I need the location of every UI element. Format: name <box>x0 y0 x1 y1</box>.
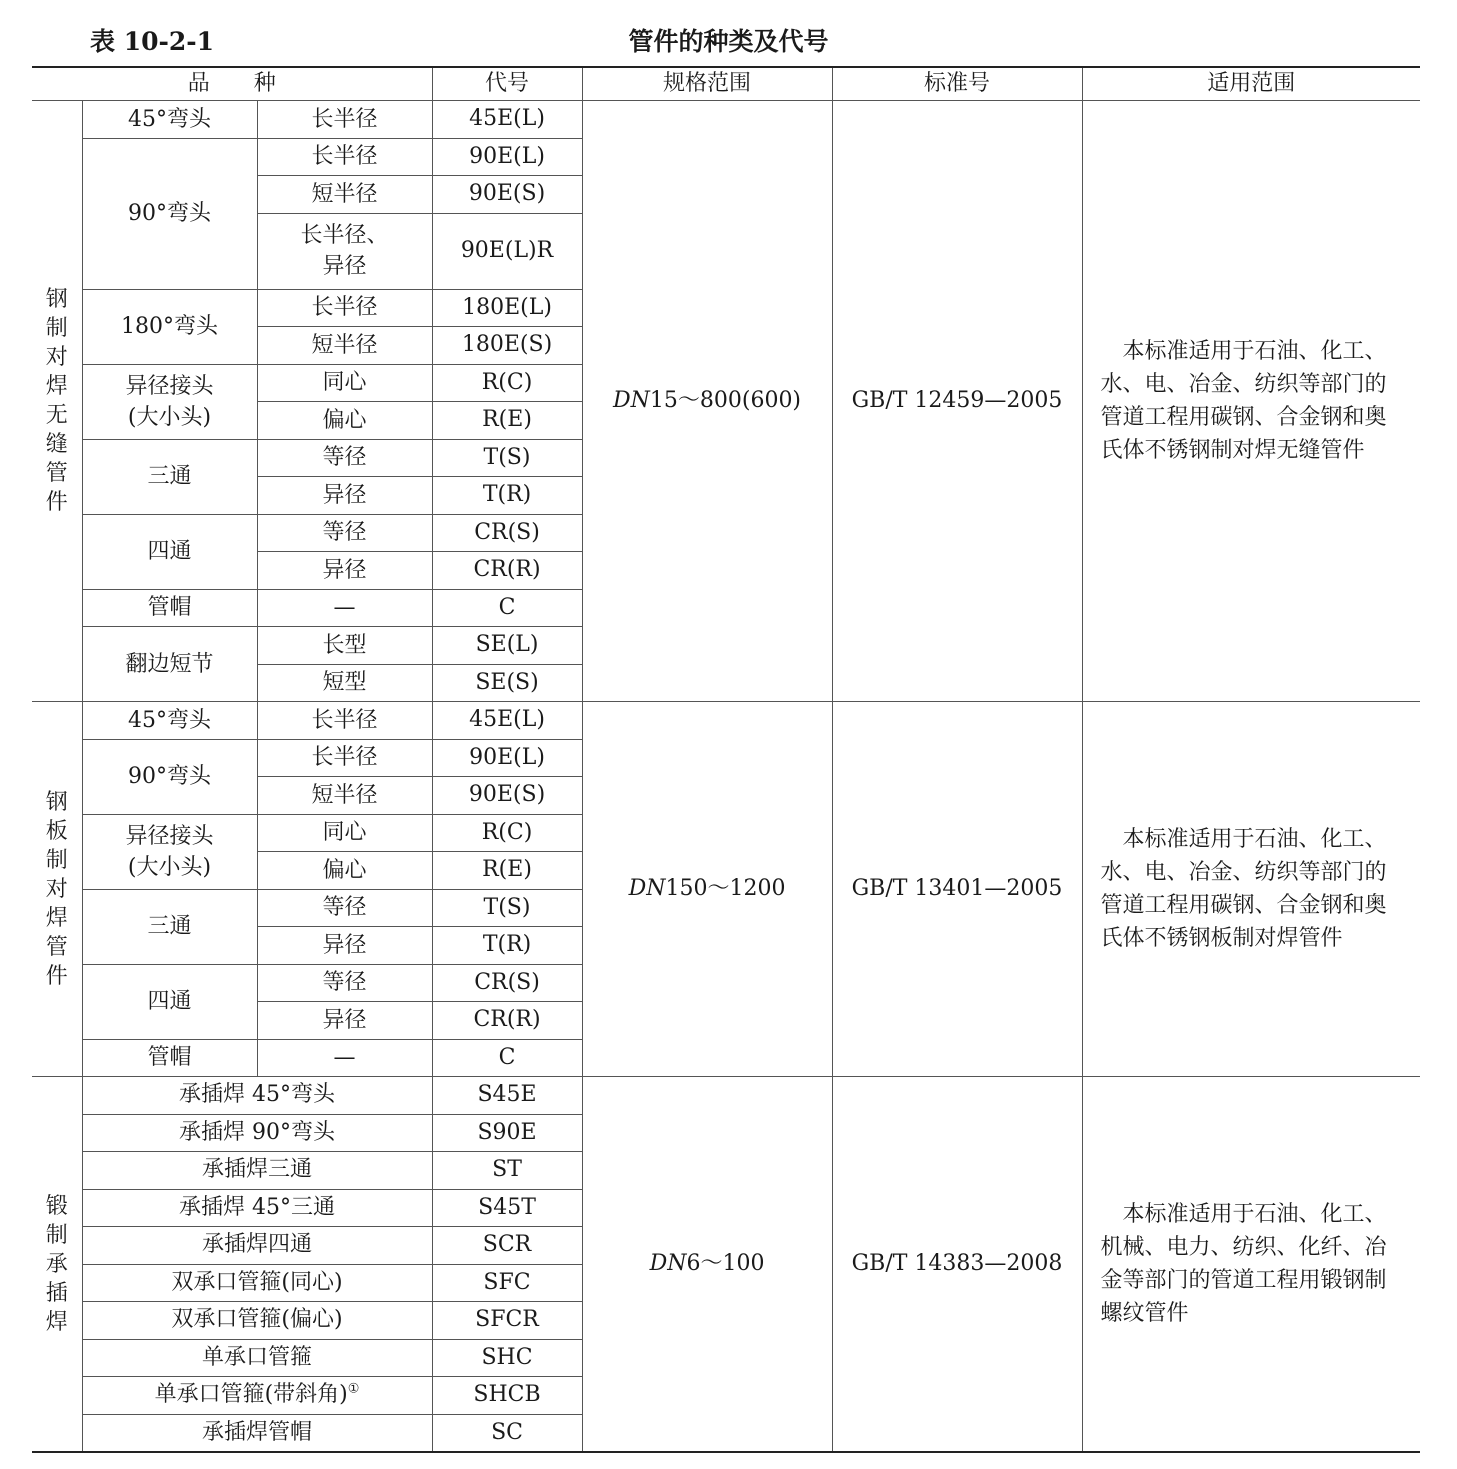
fitting-subtype: 短型 <box>257 664 432 702</box>
spec-range: DN150～1200 <box>582 702 832 1077</box>
fitting-name-text: 双承口管箍(同心) <box>171 1269 343 1295</box>
fitting-type: 45°弯头 <box>82 702 257 740</box>
fitting-code: 90E(L) <box>432 739 582 777</box>
fitting-type: 异径接头 (大小头) <box>82 814 257 889</box>
fitting-subtype: 同心 <box>257 364 432 402</box>
fitting-name-text: 承插焊三通 <box>202 1157 313 1183</box>
pipe-fittings-table <box>32 66 1420 1453</box>
standard-number: GB/T 14383—2008 <box>832 1077 1082 1453</box>
fitting-code: 90E(L) <box>432 138 582 176</box>
table-number: 表 10-2-1 <box>90 27 215 56</box>
group-label: 锻 制 承 插 焊 <box>32 1077 82 1453</box>
fitting-subtype: 异径 <box>257 552 432 590</box>
fitting-code: SE(S) <box>432 664 582 702</box>
fitting-type: 90°弯头 <box>82 138 257 289</box>
fitting-code: 45E(L) <box>432 702 582 740</box>
fitting-code: 45E(L) <box>432 101 582 139</box>
dn-prefix: DN <box>649 1251 687 1276</box>
fitting-name <box>82 1227 432 1265</box>
fitting-name <box>82 1114 432 1152</box>
fitting-code: ST <box>432 1152 582 1190</box>
fitting-code: CR(R) <box>432 1002 582 1040</box>
fitting-code: 90E(L)R <box>432 213 582 289</box>
fitting-type: 三通 <box>82 889 257 964</box>
header-scope: 适用范围 <box>1082 67 1420 101</box>
fitting-code: S90E <box>432 1114 582 1152</box>
fitting-code: CR(S) <box>432 964 582 1002</box>
fitting-type: 管帽 <box>82 1039 257 1077</box>
table-row <box>32 1077 1420 1115</box>
table-title: 管件的种类及代号 <box>628 27 829 56</box>
fitting-name <box>82 1152 432 1190</box>
fitting-code: 90E(S) <box>432 176 582 214</box>
header-row <box>32 67 1420 101</box>
standard-number: GB/T 13401—2005 <box>832 702 1082 1077</box>
fitting-name <box>82 1414 432 1452</box>
header-spec: 规格范围 <box>582 67 832 101</box>
fitting-type: 45°弯头 <box>82 101 257 139</box>
fitting-code: T(S) <box>432 439 582 477</box>
fitting-code: R(C) <box>432 364 582 402</box>
fitting-code: SCR <box>432 1227 582 1265</box>
fitting-subtype: 异径 <box>257 477 432 515</box>
fitting-code: T(R) <box>432 927 582 965</box>
fitting-code: CR(R) <box>432 552 582 590</box>
fitting-code: SHC <box>432 1339 582 1377</box>
fitting-code: SC <box>432 1414 582 1452</box>
spec-range: DN6～100 <box>582 1077 832 1453</box>
fitting-code: SHCB <box>432 1377 582 1415</box>
fitting-code: R(C) <box>432 814 582 852</box>
fitting-code: S45T <box>432 1189 582 1227</box>
fitting-type: 四通 <box>82 964 257 1039</box>
fitting-subtype: 等径 <box>257 964 432 1002</box>
table-row <box>32 101 1420 139</box>
fitting-subtype: 长半径 <box>257 289 432 327</box>
table-row <box>32 702 1420 740</box>
fitting-name-text: 承插焊 90°弯头 <box>179 1119 335 1145</box>
standard-number: GB/T 12459—2005 <box>832 101 1082 702</box>
header-standard: 标准号 <box>832 67 1082 101</box>
group-label: 钢 制 对 焊 无 缝 管 件 <box>32 101 82 702</box>
dn-prefix: DN <box>612 388 650 413</box>
fitting-subtype: 同心 <box>257 814 432 852</box>
fitting-subtype: 偏心 <box>257 402 432 440</box>
fitting-subtype: 偏心 <box>257 852 432 890</box>
fitting-name <box>82 1264 432 1302</box>
fitting-name-text: 承插焊 45°三通 <box>179 1194 335 1220</box>
fitting-type: 翻边短节 <box>82 627 257 702</box>
fitting-name <box>82 1339 432 1377</box>
fitting-type: 180°弯头 <box>82 289 257 364</box>
fitting-type: 异径接头 (大小头) <box>82 364 257 439</box>
fitting-subtype: 长半径 <box>257 138 432 176</box>
fitting-code: SE(L) <box>432 627 582 665</box>
fitting-subtype: 短半径 <box>257 327 432 365</box>
fitting-name-text: 承插焊四通 <box>202 1232 313 1258</box>
fitting-name-text: 单承口管箍(带斜角) <box>154 1382 348 1408</box>
fitting-subtype: — <box>257 1039 432 1077</box>
fitting-subtype: 等径 <box>257 889 432 927</box>
fitting-type: 三通 <box>82 439 257 514</box>
fitting-type: 管帽 <box>82 589 257 627</box>
fitting-code: SFC <box>432 1264 582 1302</box>
fitting-subtype: 长半径 <box>257 739 432 777</box>
fitting-code: CR(S) <box>432 514 582 552</box>
header-variety: 品 种 <box>32 67 432 101</box>
footnote-marker: ① <box>347 1381 360 1397</box>
fitting-code: T(R) <box>432 477 582 515</box>
fitting-name-text: 单承口管箍 <box>202 1344 313 1370</box>
fitting-subtype: 异径 <box>257 927 432 965</box>
fitting-subtype: 长半径 <box>257 101 432 139</box>
fitting-code: SFCR <box>432 1302 582 1340</box>
fitting-subtype: 长半径 <box>257 702 432 740</box>
fitting-subtype: 长半径、 异径 <box>257 213 432 289</box>
fitting-type: 90°弯头 <box>82 739 257 814</box>
fitting-type: 四通 <box>82 514 257 589</box>
scope-text: 本标准适用于石油、化工、机械、电力、纺织、化纤、冶金等部门的管道工程用锻钢制螺纹管件 <box>1082 1077 1420 1453</box>
fitting-code: S45E <box>432 1077 582 1115</box>
fitting-code: 90E(S) <box>432 777 582 815</box>
fitting-subtype: 短半径 <box>257 176 432 214</box>
fitting-code: 180E(S) <box>432 327 582 365</box>
fitting-code: R(E) <box>432 402 582 440</box>
fitting-name <box>82 1189 432 1227</box>
dn-prefix: DN <box>628 876 666 901</box>
fitting-subtype: 异径 <box>257 1002 432 1040</box>
fitting-code: 180E(L) <box>432 289 582 327</box>
group-label: 钢 板 制 对 焊 管 件 <box>32 702 82 1077</box>
spec-range: DN15～800(600) <box>582 101 832 702</box>
scope-text: 本标准适用于石油、化工、水、电、冶金、纺织等部门的管道工程用碳钢、合金钢和奥氏体不锈钢板制对焊管件 <box>1082 702 1420 1077</box>
fitting-name-text: 承插焊 45°弯头 <box>179 1082 335 1108</box>
fitting-name <box>82 1077 432 1115</box>
fitting-subtype: 等径 <box>257 514 432 552</box>
fitting-code: T(S) <box>432 889 582 927</box>
fitting-name <box>82 1377 432 1415</box>
fitting-name-text: 承插焊管帽 <box>202 1419 313 1445</box>
header-code: 代号 <box>432 67 582 101</box>
fitting-name <box>82 1302 432 1340</box>
scope-text: 本标准适用于石油、化工、水、电、冶金、纺织等部门的管道工程用碳钢、合金钢和奥氏体不锈钢制对焊无缝管件 <box>1082 101 1420 702</box>
fitting-subtype: 短半径 <box>257 777 432 815</box>
fitting-name-text: 双承口管箍(偏心) <box>171 1307 343 1333</box>
fitting-subtype: — <box>257 589 432 627</box>
fitting-code: C <box>432 589 582 627</box>
fitting-code: R(E) <box>432 852 582 890</box>
fitting-subtype: 长型 <box>257 627 432 665</box>
fitting-subtype: 等径 <box>257 439 432 477</box>
fitting-code: C <box>432 1039 582 1077</box>
